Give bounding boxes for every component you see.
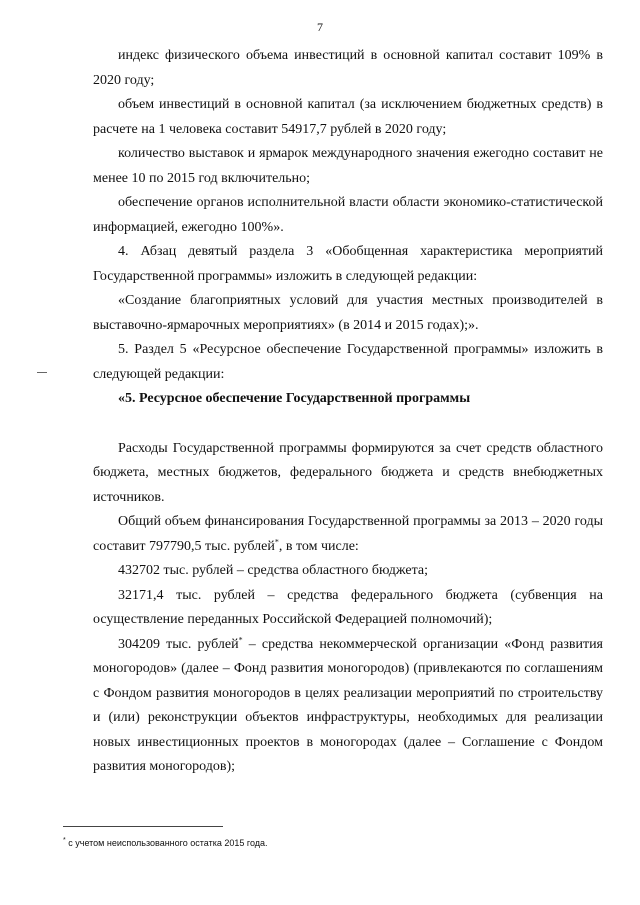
fund-text: – средства некоммерческой организации «Фонд развития моногородов» (далее – Фонд развития моногородов) (привлекаются по соглашениям с Фондом развития моногородов в целях реализации мероприятий по строительству и (или) реконструкции объектов инфраструктуры, необходимых для реализации новых инвестиционных проектов в моногородах (далее – Соглашение с Фондом развития моногородов); <box>93 636 603 774</box>
footnote <box>63 837 268 848</box>
paragraph: индекс физического объема инвестиций в основной капитал составит 109% в 2020 году; <box>93 48 603 88</box>
paragraph: «Создание благоприятных условий для участия местных производителей в выставочно-ярмарочных мероприятиях» (в 2014 и 2015 годах);». <box>93 293 603 333</box>
paragraph: 4. Абзац девятый раздела 3 «Обобщенная характеристика мероприятий Государственной программы» изложить в следующей редакции: <box>93 244 603 284</box>
footnote-text: с учетом неиспользованного остатка 2015 года. <box>68 838 268 848</box>
paragraph-total-financing <box>93 510 603 559</box>
paragraph-fund <box>93 633 603 780</box>
margin-mark <box>37 372 47 373</box>
document-body <box>93 44 603 780</box>
paragraph: 432702 тыс. рублей – средства областного бюджета; <box>118 563 428 578</box>
paragraph: Расходы Государственной программы формируются за счет средств областного бюджета, местных бюджетов, федерального бюджета и средств внебюджетных источников. <box>93 440 603 505</box>
paragraph: количество выставок и ярмарок международного значения ежегодно составит не менее 10 по 2015 год включительно; <box>93 146 603 186</box>
paragraph: 32171,4 тыс. рублей – средства федерального бюджета (субвенция на осуществление переданных Российской Федерацией полномочий); <box>93 587 603 627</box>
paragraph: объем инвестиций в основной капитал (за исключением бюджетных средств) в расчете на 1 человека составит 54917,7 рублей в 2020 году; <box>93 97 603 137</box>
footnote-marker: * <box>274 536 279 546</box>
fund-amount: 304209 тыс. рублей <box>118 636 239 652</box>
paragraph: 5. Раздел 5 «Ресурсное обеспечение Государственной программы» изложить в следующей редакции: <box>93 342 603 382</box>
paragraph: обеспечение органов исполнительной власти области экономико-статистической информацией, ежегодно 100%». <box>93 195 603 235</box>
page-number: 7 <box>317 20 323 34</box>
section-heading: «5. Ресурсное обеспечение Государственной программы <box>118 391 471 406</box>
total-suffix: , в том числе: <box>278 538 359 554</box>
total-text: Общий объем финансирования Государственной программы за 2013 – 2020 годы составит 797790,5 тыс. рублей <box>93 514 603 554</box>
footnote-marker: * <box>63 837 66 844</box>
footnote-marker: * <box>238 634 243 644</box>
footnote-divider <box>63 826 223 827</box>
